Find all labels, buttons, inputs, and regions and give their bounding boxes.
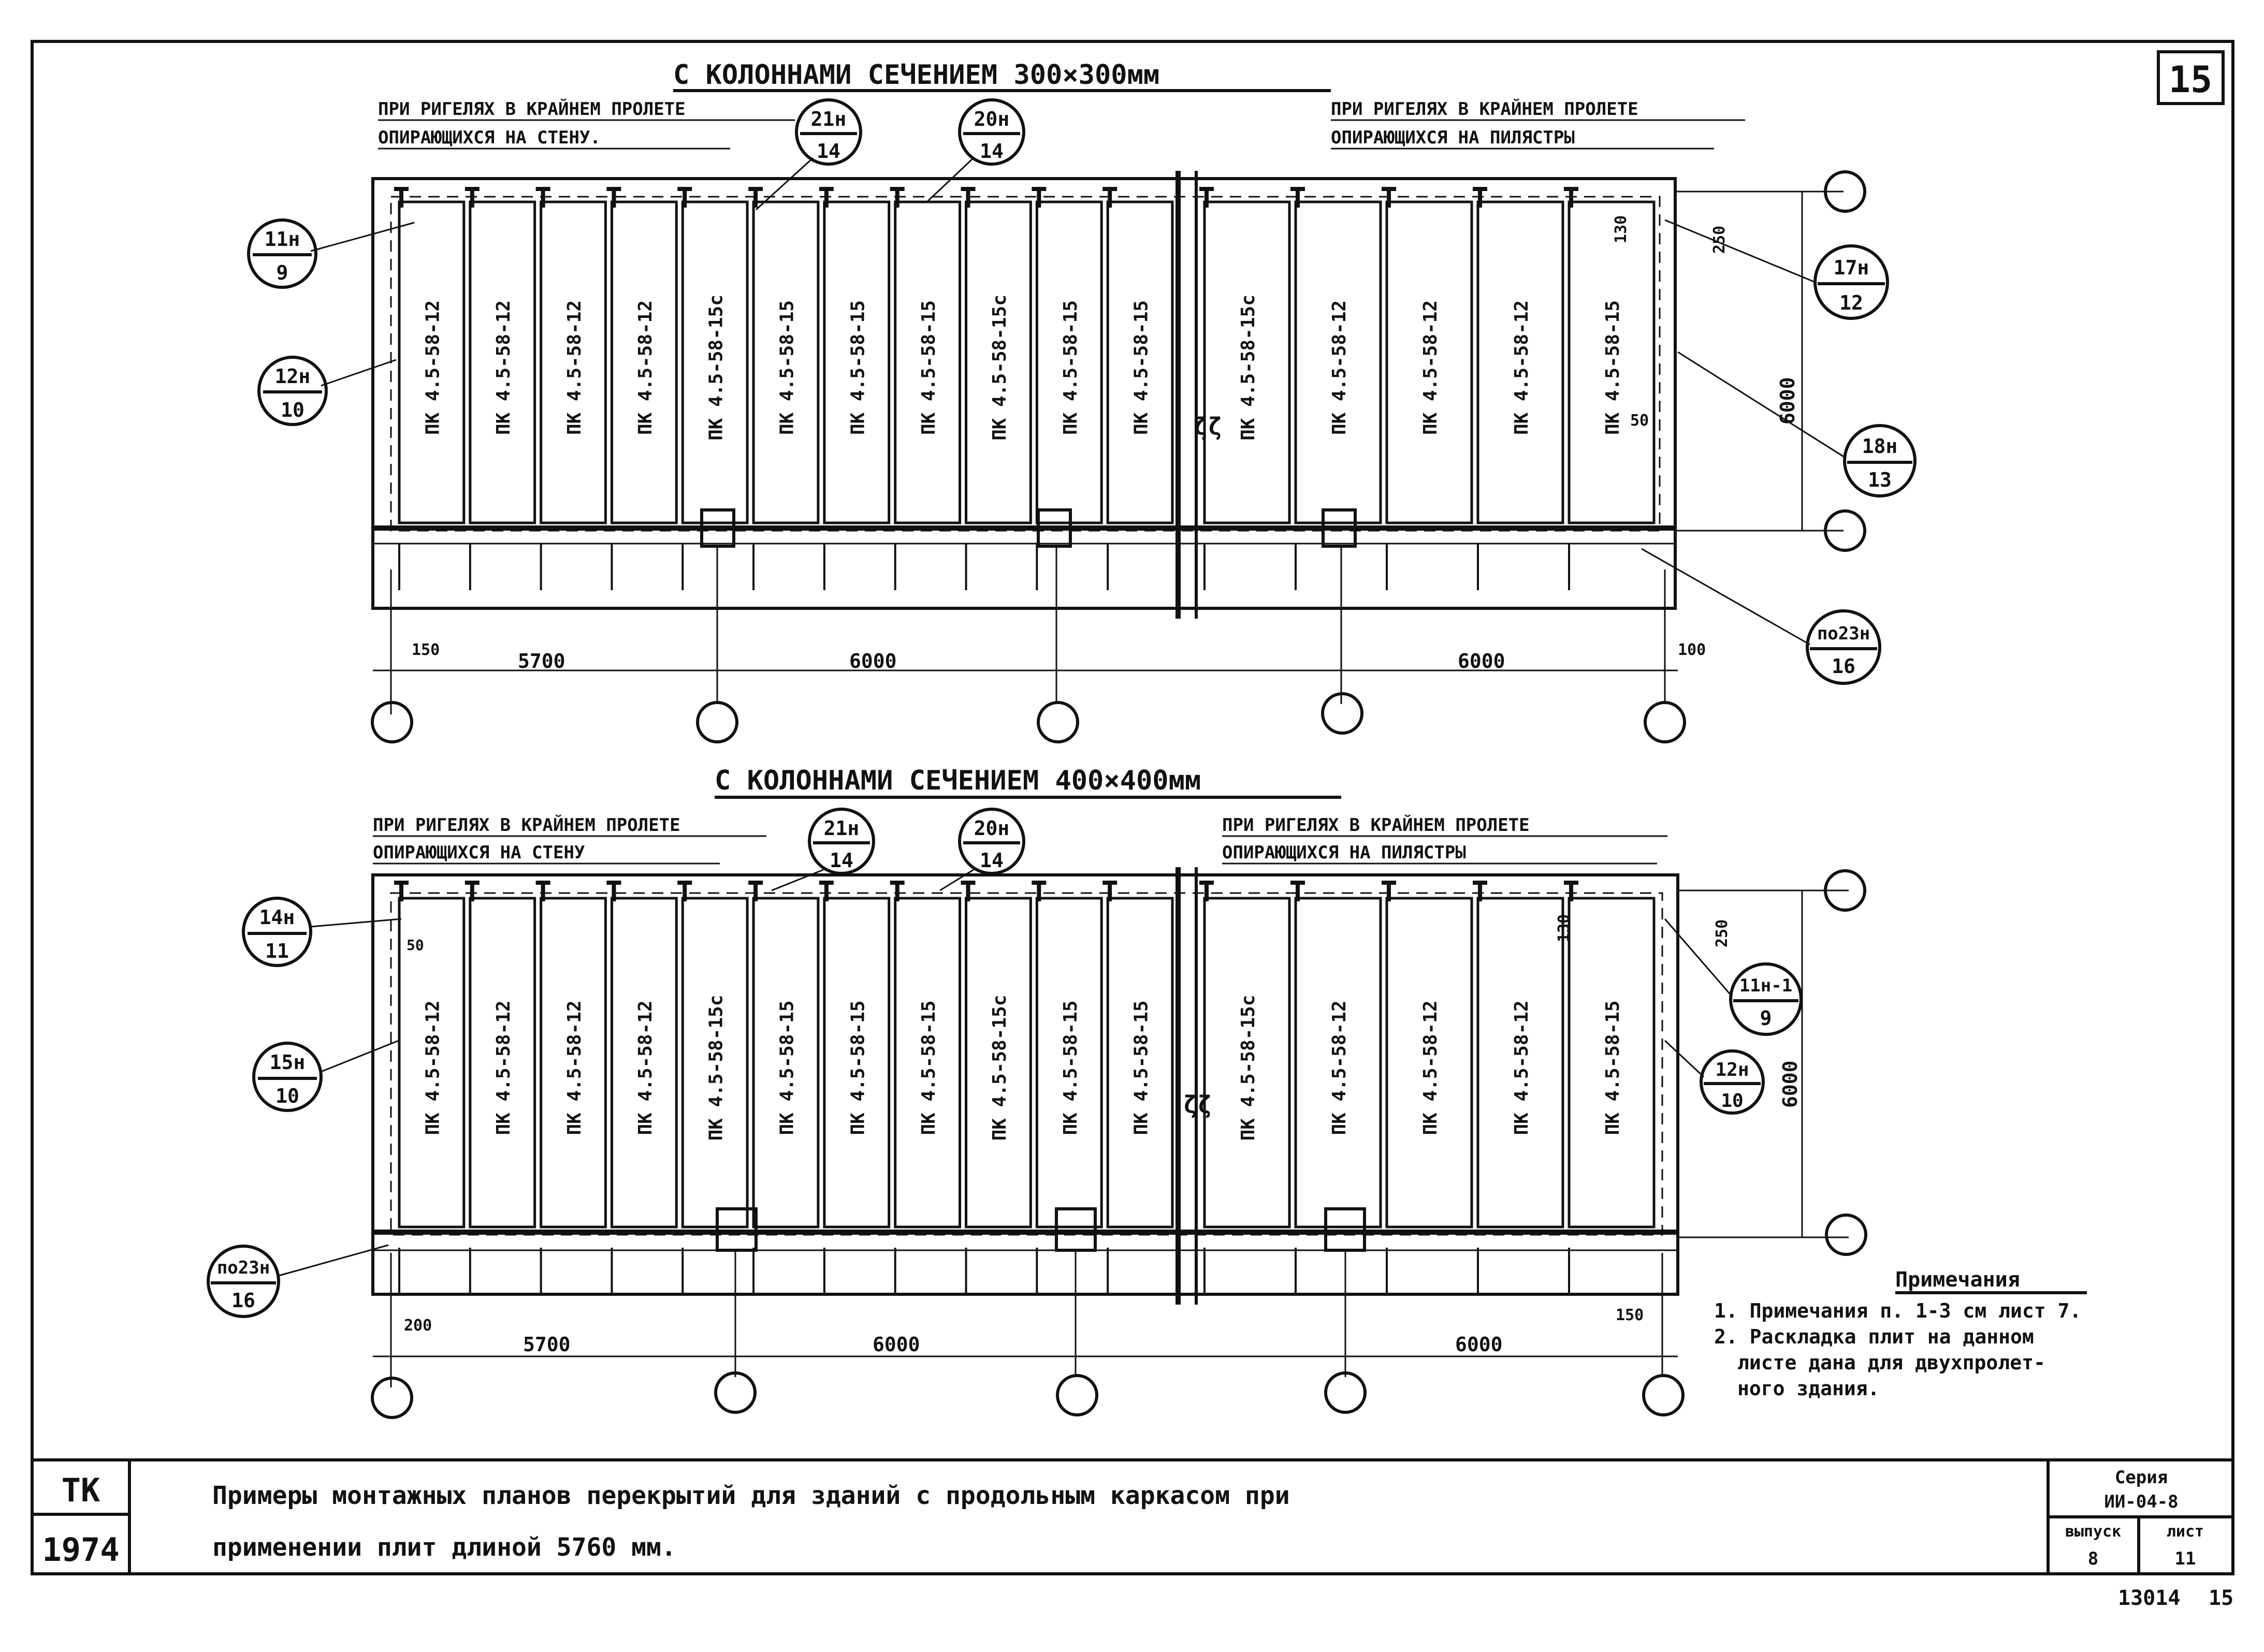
issue-label: выпуск [2065,1523,2122,1541]
code-bottom: 1974 [42,1531,120,1569]
anchor-tie [1102,189,1117,208]
dim-text: 50 [1630,412,1649,430]
dim-text: 200 [404,1317,432,1335]
panel-label: ПК 4.5-58-12 [1329,1000,1350,1135]
svg-text:14: 14 [980,849,1004,872]
panel-label: ПК 4.5-58-15 [918,1000,940,1135]
panel-label: ПК 4.5-58-15 [1130,300,1152,435]
plan-bottom-right-note-2: ОПИРАЮЩИХСЯ НА ПИЛЯСТРЫ [1222,842,1466,863]
anchor-tie [890,189,905,208]
svg-text:16: 16 [231,1289,255,1312]
svg-text:15н: 15н [269,1051,306,1074]
svg-text:20н: 20н [974,108,1010,130]
svg-text:12н: 12н [274,365,311,388]
panel-label: ПК 4.5-58-12 [493,300,515,435]
axis-bubble [372,1378,412,1417]
panel-label: ПК 4.5-58-12 [1420,1000,1441,1135]
callout-bubble [1665,919,1801,1034]
axis-bubble [1057,1376,1097,1415]
panel-label: ПК 4.5-58-12 [1420,300,1441,435]
axis-bubble [716,1373,755,1412]
plan-bottom-break-mark: ζζ [1183,1091,1212,1119]
plan-top-right-note-2: ОПИРАЮЩИХСЯ НА ПИЛЯСТРЫ [1331,127,1575,148]
dim-text: 50 [407,937,424,954]
plan-top-right-note-1: ПРИ РИГЕЛЯХ В КРАЙНЕМ ПРОЛЕТЕ [1331,99,1638,120]
panel-label: ПК 4.5-58-12 [1511,1000,1532,1135]
callout-bubble [243,898,401,966]
anchor-tie [1032,189,1046,208]
panel-label: ПК 4.5-58-12 [422,300,444,435]
svg-text:по23н: по23н [216,1258,270,1278]
panel-label: ПК 4.5-58-15 [776,300,798,435]
anchor-tie [1382,189,1396,208]
anchor-tie [465,189,480,208]
note-item: 2. Раскладка плит на данном [1714,1325,2034,1348]
dim-text: 6000 [1779,1060,1802,1108]
svg-text:11н: 11н [264,228,300,251]
title-block [32,1460,2233,1574]
svg-text:17н: 17н [1833,256,1869,279]
callout-bubble [254,1041,399,1110]
plan-top [249,60,1915,742]
notes-heading: Примечания [1895,1268,2020,1292]
panel-label: ПК 4.5-58-12 [493,1000,515,1135]
callout-bubble [259,357,396,425]
panel-label: ПК 4.5-58-15с [1238,295,1259,441]
svg-text:по23н: по23н [1817,623,1870,644]
panel-label: ПК 4.5-58-15с [989,295,1010,441]
axis-bubble [698,703,737,742]
panel-label: ПК 4.5-58-12 [634,1000,656,1135]
plan-top-break-mark: ζζ [1194,413,1223,441]
panel-label: ПК 4.5-58-15 [776,1000,798,1135]
dim-text: 100 [1678,641,1706,659]
panel-label: ПК 4.5-58-15 [918,300,940,435]
dim-text: 6000 [1776,377,1799,425]
anchor-tie [1199,189,1214,208]
svg-text:10: 10 [275,1085,299,1107]
panel-label: ПК 4.5-58-15с [705,995,727,1141]
panel-label: ПК 4.5-58-15 [1602,300,1623,435]
svg-text:12н: 12н [1715,1059,1749,1080]
code-top: ТК [61,1471,100,1509]
panel-label: ПК 4.5-58-15 [1602,1000,1623,1135]
anchor-tie [394,189,409,208]
callout-bubble [927,100,1024,202]
dim-text: 6000 [1458,650,1505,673]
callout-bubble [1642,549,1880,683]
anchor-tie [1473,189,1487,208]
dim-text: 6000 [849,650,897,673]
plan-top-left-note-1: ПРИ РИГЕЛЯХ В КРАЙНЕМ ПРОЛЕТЕ [378,99,686,120]
anchor-tie [677,189,692,208]
axis-bubble [1038,703,1078,742]
note-item: листе дана для двухпролет- [1737,1351,2045,1374]
dim-text: 5700 [523,1333,571,1356]
panel-label: ПК 4.5-58-12 [564,300,586,435]
svg-text:21н: 21н [823,817,860,840]
callout-bubble [772,809,874,890]
drawing-title-line-1: Примеры монтажных планов перекрытий для зданий с продольным каркасом при [212,1481,1290,1510]
dim-text: 130 [1612,215,1630,243]
note-item: ного здания. [1737,1377,1880,1400]
svg-text:11н-1: 11н-1 [1739,975,1793,996]
plan-bottom [208,765,1866,1417]
callout-bubble [249,220,414,287]
axis-bubble [1323,694,1362,733]
plan-bottom-left-note-1: ПРИ РИГЕЛЯХ В КРАЙНЕМ ПРОЛЕТЕ [373,815,680,836]
sheet-value: 11 [2174,1548,2196,1569]
svg-text:13: 13 [1868,469,1892,491]
axis-bubble [1645,703,1685,742]
plan-bottom-right-note-1: ПРИ РИГЕЛЯХ В КРАЙНЕМ ПРОЛЕТЕ [1222,815,1530,836]
axis-bubble [372,703,412,742]
callout-bubble [1665,220,1888,318]
panel-label: ПК 4.5-58-12 [422,1000,444,1135]
svg-text:14: 14 [817,140,840,163]
panel-label: ПК 4.5-58-15 [847,1000,869,1135]
panel-label: ПК 4.5-58-15 [1060,1000,1081,1135]
dim-text: 150 [412,641,440,659]
svg-text:16: 16 [1832,655,1855,678]
axis-bubble [1826,1215,1866,1254]
panel-label: ПК 4.5-58-15 [847,300,869,435]
dim-text: 6000 [1455,1333,1503,1356]
panel-label: ПК 4.5-58-12 [1329,300,1350,435]
anchor-tie [819,189,834,208]
svg-text:21н: 21н [810,108,847,130]
anchor-tie [1564,189,1578,208]
sheet-label: лист [2166,1523,2204,1541]
dim-text: 5700 [518,650,565,673]
plan-bottom-left-note-2: ОПИРАЮЩИХСЯ НА СТЕНУ [373,842,585,863]
footer-page: 15 [2209,1586,2234,1610]
callout-bubble [208,1245,388,1317]
inventory-number: 13014 [2118,1586,2181,1610]
svg-text:10: 10 [281,399,304,421]
svg-text:9: 9 [1760,1007,1772,1030]
panel-label: ПК 4.5-58-12 [634,300,656,435]
panel-label: ПК 4.5-58-15с [1238,995,1259,1141]
svg-text:14: 14 [830,849,853,872]
notes-block [1714,1268,2087,1400]
panel-label: ПК 4.5-58-15с [705,295,727,441]
dim-text: 6000 [873,1333,920,1356]
callout-bubble [940,809,1024,890]
anchor-tie [1290,189,1305,208]
plan-bottom-title: С КОЛОННАМИ СЕЧЕНИЕМ 400×400мм [715,765,1201,796]
svg-text:10: 10 [1721,1090,1744,1112]
dim-text: 130 [1555,914,1573,942]
anchor-tie [536,189,550,208]
panel-label: ПК 4.5-58-15 [1130,1000,1152,1135]
svg-text:12: 12 [1839,291,1863,314]
plan-top-title: С КОЛОННАМИ СЕЧЕНИЕМ 300×300мм [673,60,1160,91]
plan-top-left-note-2: ОПИРАЮЩИХСЯ НА СТЕНУ. [378,127,601,148]
svg-text:18н: 18н [1862,435,1898,458]
panel-label: ПК 4.5-58-12 [564,1000,586,1135]
drawing-title-line-2: применении плит длиной 5760 мм. [212,1533,676,1562]
svg-text:9: 9 [276,261,288,284]
series-label: Серия [2114,1467,2168,1488]
dim-text: 250 [1710,225,1729,254]
callout-bubble [1665,1041,1763,1113]
dim-text: 150 [1616,1306,1644,1324]
series-value: ИИ-04-8 [2104,1492,2179,1512]
svg-text:14: 14 [980,140,1004,163]
sheet-number: 15 [2168,59,2213,101]
anchor-tie [961,189,976,208]
svg-text:14н: 14н [259,906,295,929]
note-item: 1. Примечания п. 1-3 см лист 7. [1714,1299,2082,1322]
panel-label: ПК 4.5-58-15 [1060,300,1081,435]
svg-text:11: 11 [265,940,289,962]
issue-value: 8 [2087,1548,2099,1569]
anchor-tie [606,189,621,208]
panel-label: ПК 4.5-58-12 [1511,300,1532,435]
axis-bubble [1644,1376,1683,1415]
svg-text:20н: 20н [974,817,1010,840]
dim-text: 250 [1713,919,1731,947]
axis-bubble [1326,1373,1365,1412]
callout-bubble [756,100,861,210]
panel-label: ПК 4.5-58-15с [989,995,1010,1141]
